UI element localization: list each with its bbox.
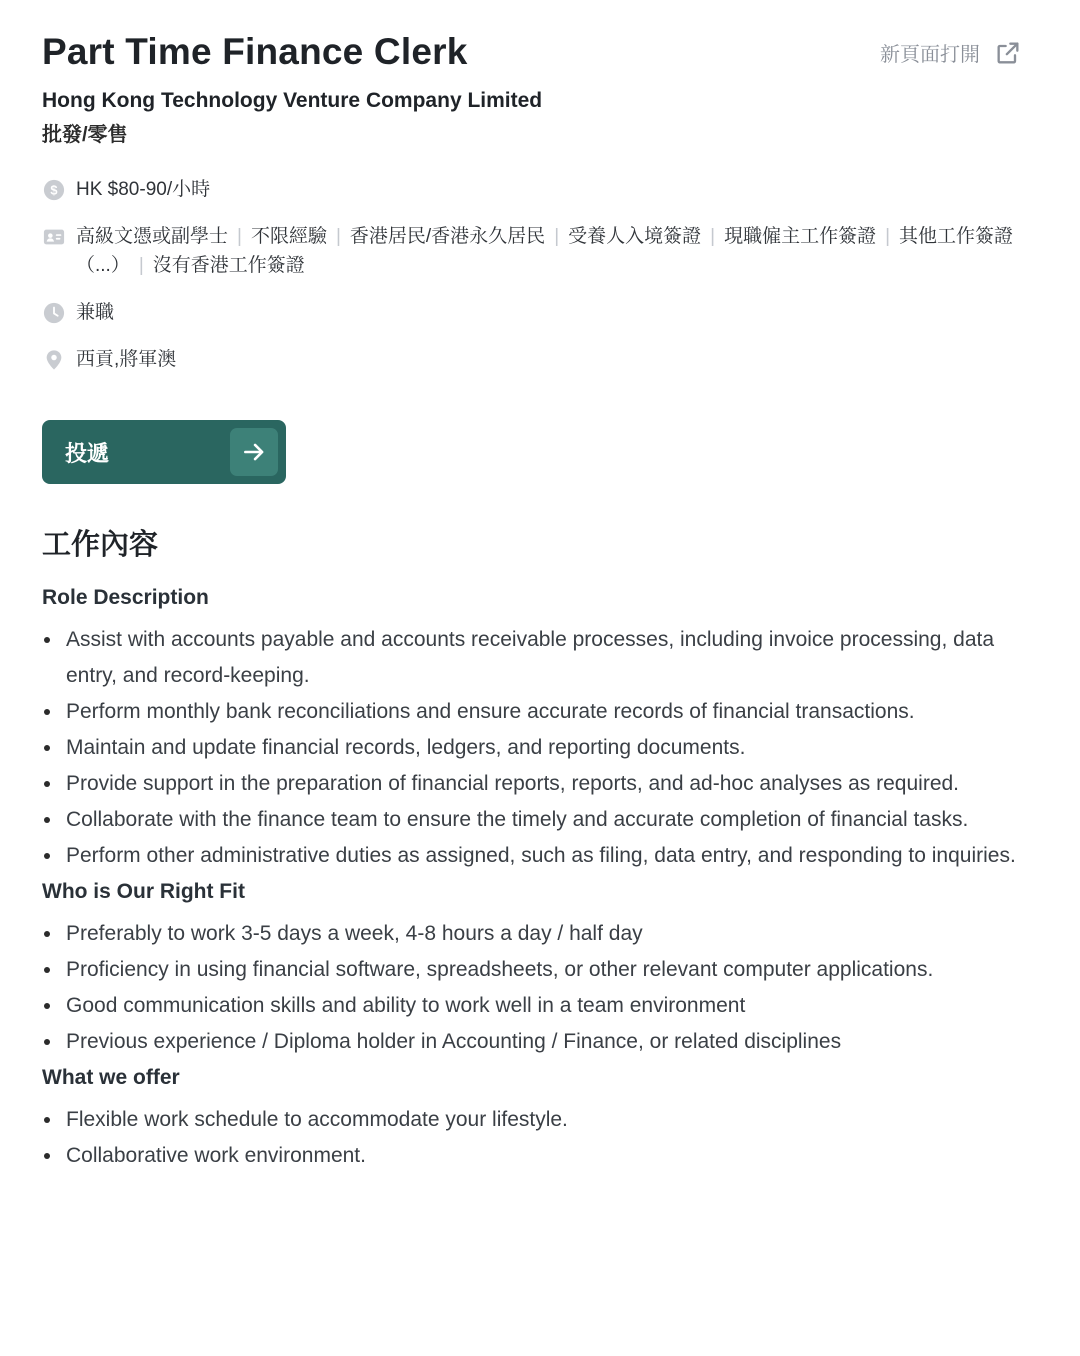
right-fit-list	[42, 916, 1028, 1060]
open-new-page-label: 新頁面打開	[880, 44, 980, 66]
requirement-tag: 不限經驗	[250, 226, 327, 247]
location-text: 西貢,將軍澳	[76, 349, 177, 370]
arrow-right-icon	[230, 428, 278, 476]
list-item: Perform other administrative duties as assigned, such as filing, data entry, and responding to inquiries.	[66, 838, 1028, 874]
job-type-row	[42, 298, 1028, 327]
role-description-list	[42, 622, 1028, 874]
tag-divider: |	[885, 226, 891, 247]
map-pin-icon	[42, 345, 66, 374]
job-content-title: 工作內容	[42, 529, 159, 561]
list-item: Perform monthly bank reconciliations and ensure accurate records of financial transactions.	[66, 694, 1028, 730]
id-card-icon	[42, 222, 66, 251]
company-name[interactable]: Hong Kong Technology Venture Company Limited	[42, 89, 543, 112]
list-item: Preferably to work 3-5 days a week, 4-8 hours a day / half day	[66, 916, 1028, 952]
job-title: Part Time Finance Clerk	[42, 31, 468, 72]
list-item: Collaborative work environment.	[66, 1138, 1028, 1174]
industry-label: 批發/零售	[42, 124, 128, 146]
list-item: Previous experience / Diploma holder in Accounting / Finance, or related disciplines	[66, 1024, 1028, 1060]
list-item: Maintain and update financial records, ledgers, and reporting documents.	[66, 730, 1028, 766]
requirement-tag: 其他工作簽證（...）	[76, 226, 1014, 276]
what-we-offer-list	[42, 1102, 1028, 1174]
tag-divider: |	[335, 226, 341, 247]
job-type-text: 兼職	[76, 302, 115, 323]
list-item: Proficiency in using financial software, spreadsheets, or other relevant computer applications.	[66, 952, 1028, 988]
list-item: Collaborate with the finance team to ensure the timely and accurate completion of financial tasks.	[66, 802, 1028, 838]
apply-button-label: 投遞	[65, 440, 110, 466]
job-meta	[42, 175, 1028, 374]
clock-icon	[42, 298, 66, 327]
requirement-tag: 受養人入境簽證	[568, 226, 702, 247]
requirements-row	[42, 222, 1028, 280]
location-row	[42, 345, 1028, 374]
list-item: Provide support in the preparation of financial reports, reports, and ad-hoc analyses as required.	[66, 766, 1028, 802]
what-we-offer-heading: What we offer	[42, 1066, 180, 1089]
list-item: Flexible work schedule to accommodate your lifestyle.	[66, 1102, 1028, 1138]
tag-divider: |	[138, 255, 144, 276]
list-item: Good communication skills and ability to work well in a team environment	[66, 988, 1028, 1024]
salary-text: HK $80-90/小時	[76, 179, 211, 200]
dollar-circle-icon	[42, 175, 66, 204]
external-link-icon	[994, 39, 1022, 67]
right-fit-heading: Who is Our Right Fit	[42, 880, 245, 903]
requirement-tags	[76, 222, 1028, 280]
tag-divider: |	[554, 226, 560, 247]
tag-divider: |	[710, 226, 716, 247]
requirement-tag: 香港居民/香港永久居民	[349, 226, 546, 247]
requirement-tag: 高級文憑或副學士	[76, 226, 229, 247]
salary-row	[42, 175, 1028, 204]
requirement-tag: 現職僱主工作簽證	[724, 226, 877, 247]
svg-text:$: $	[50, 182, 58, 198]
role-description-heading: Role Description	[42, 586, 209, 609]
tag-divider: |	[237, 226, 242, 247]
apply-button[interactable]	[42, 420, 286, 484]
open-new-page-link[interactable]	[880, 38, 1022, 67]
list-item: Assist with accounts payable and accounts receivable processes, including invoice processing, data entry, and record-keeping.	[66, 622, 1028, 694]
requirement-tag: 沒有香港工作簽證	[152, 255, 305, 276]
job-description	[42, 580, 1028, 1174]
